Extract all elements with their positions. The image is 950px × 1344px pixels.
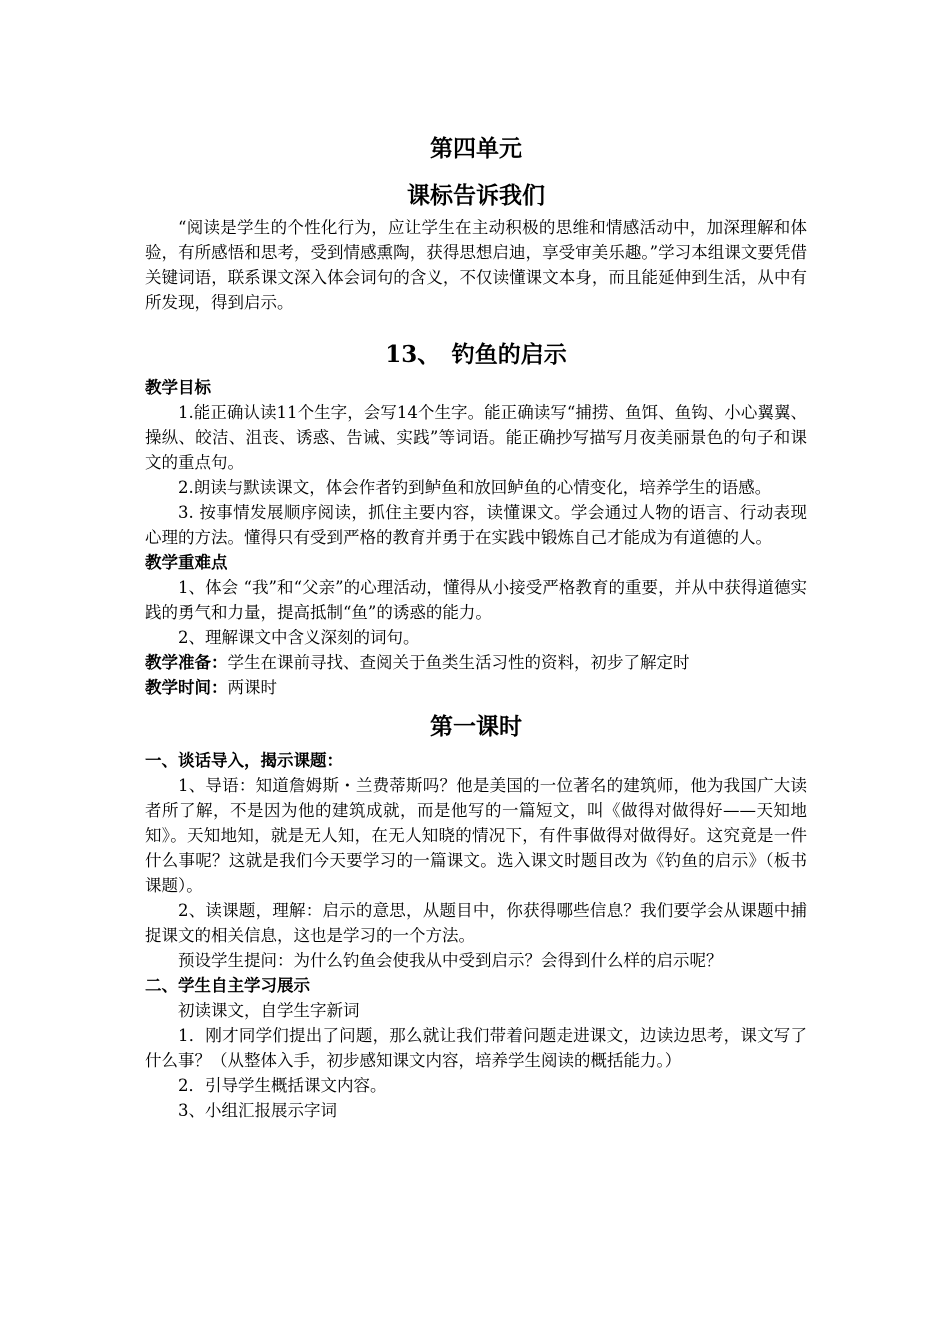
preparation-line (145, 650, 807, 675)
goal-item: 3. 按事情发展顺序阅读，抓住主要内容，读懂课文。学会通过人物的语言、行动表现心理的方法。懂得只有受到严格的教育并勇于在实践中锻炼自己才能成为有道德的人。 (145, 503, 807, 547)
part1-item: 预设学生提问：为什么钓鱼会使我从中受到启示？会得到什么样的启示呢？ (178, 951, 723, 970)
part2-heading: 二、学生自主学习展示 (145, 976, 310, 995)
document-page (145, 128, 807, 1123)
preparation-text: 学生在课前寻找、查阅关于鱼类生活习性的资料，初步了解定时 (227, 653, 690, 672)
standard-paragraph: “阅读是学生的个性化行为，应让学生在主动积极的思维和情感活动中，加深理解和体验，有所感悟和思考，受到情感熏陶，获得思想启迪，享受审美乐趣。”学习本组课文要凭借关键词语，联系课文深入体会词句的含义，不仅读懂课文本身，而且能延伸到生活，从中有所发现，得到启示。 (145, 218, 807, 312)
time-text: 两课时 (227, 678, 277, 697)
difficulties-heading: 教学重难点 (145, 553, 228, 572)
goal-item: 2.朗读与默读课文，体会作者钓到鲈鱼和放回鲈鱼的心情变化，培养学生的语感。 (178, 478, 772, 497)
unit-title: 第四单元 (430, 135, 522, 162)
difficulty-item: 1、体会 “我”和“父亲”的心理活动，懂得从小接受严格教育的重要，并从中获得道德实践的勇气和力量，提高抵制“鱼”的诱惑的能力。 (145, 578, 807, 622)
part2-item: 2．引导学生概括课文内容。 (178, 1076, 387, 1095)
part1-item: 2、读课题，理解：启示的意思，从题目中，你获得哪些信息？我们要学会从课题中捕捉课文的相关信息，这也是学习的一个方法。 (145, 901, 807, 945)
difficulty-item: 2、理解课文中含义深刻的词句。 (178, 628, 420, 647)
period-title: 第一课时 (430, 713, 522, 740)
goals-heading: 教学目标 (145, 378, 211, 397)
part1-heading: 一、谈话导入，揭示课题： (145, 751, 343, 770)
standard-title: 课标告诉我们 (407, 182, 545, 209)
preparation-label: 教学准备： (145, 653, 228, 672)
part2-item: 1．刚才同学们提出了问题，那么就让我们带着问题走进课文，边读边思考，课文写了什么事？（从整体入手，初步感知课文内容，培养学生阅读的概括能力。） (145, 1026, 807, 1070)
goal-item: 1.能正确认读11个生字，会写14个生字。能正确读写“捕捞、鱼饵、鱼钩、小心翼翼、操纵、皎洁、沮丧、诱惑、告诫、实践”等词语。能正确抄写描写月夜美丽景色的句子和课文的重点句。 (145, 403, 807, 472)
part1-item: 1、导语：知道詹姆斯・兰费蒂斯吗？他是美国的一位著名的建筑师，他为我国广大读者所了解，不是因为他的建筑成就，而是他写的一篇短文，叫《做得对做得好——天知地知》。天知地知，就是无人知，在无人知晓的情况下，有件事做得对做得好。这究竟是一件什么事呢？这就是我们今天要学习的一篇课文。选入课文时题目改为《钓鱼的启示》（板书课题）。 (145, 776, 807, 895)
lesson-title: 13、 钓鱼的启示 (385, 341, 567, 368)
part2-item: 初读课文，自学生字新词 (178, 1001, 360, 1020)
part2-item: 3、小组汇报展示字词 (178, 1101, 337, 1120)
time-label: 教学时间： (145, 678, 228, 697)
time-line (145, 675, 807, 700)
